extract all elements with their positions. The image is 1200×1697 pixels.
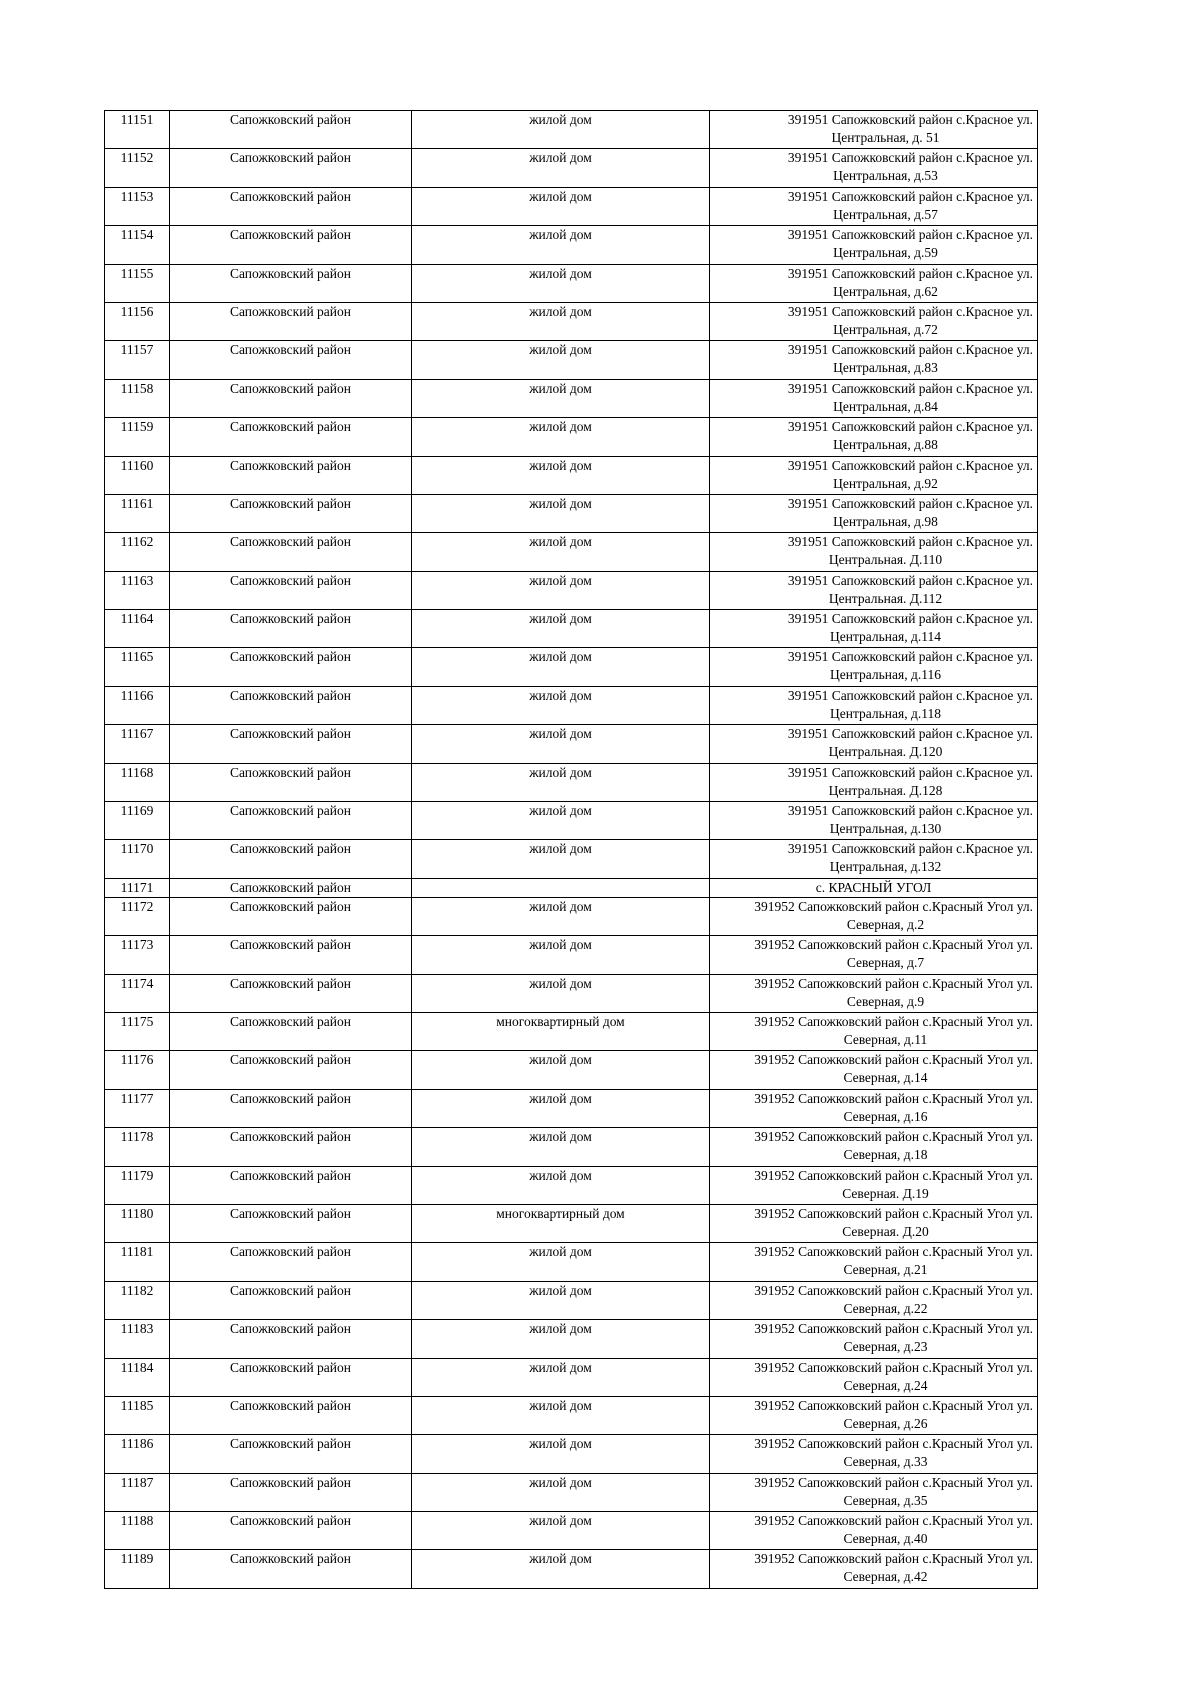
address-cell [710,264,1038,302]
district-cell: Сапожковский район [170,648,412,686]
address-cell [710,686,1038,724]
address-line-1: 391952 Сапожковский район с.Красный Угол ул. [754,1205,1033,1221]
district-cell: Сапожковский район [170,302,412,340]
address-line-1: 391951 Сапожковский район с.Красное ул. [787,188,1033,204]
address-line-1: 391951 Сапожковский район с.Красное ул. [787,303,1033,319]
row-number-cell: 11184 [105,1358,170,1396]
object-type-cell: жилой дом [412,648,710,686]
row-number-cell: 11163 [105,571,170,609]
address-line-1: 391952 Сапожковский район с.Красный Угол ул. [754,1359,1033,1375]
address-line-2: Центральная, д.57 [833,206,938,222]
address-line-1: 391952 Сапожковский район с.Красный Угол ул. [754,1397,1033,1413]
table-row [105,725,1038,763]
address-line-2: Центральная, д.116 [830,667,941,683]
district-cell: Сапожковский район [170,111,412,149]
table-row [105,456,1038,494]
district-cell: Сапожковский район [170,533,412,571]
district-cell: Сапожковский район [170,1166,412,1204]
address-cell [710,897,1038,935]
object-type-cell: жилой дом [412,1435,710,1473]
object-type-cell: жилой дом [412,763,710,801]
table-row [105,341,1038,379]
district-cell: Сапожковский район [170,1012,412,1050]
address-line-2: Центральная, д.130 [829,821,942,837]
row-number-cell: 11151 [105,111,170,149]
row-number-cell: 11174 [105,974,170,1012]
object-type-cell: жилой дом [412,187,710,225]
district-cell: Сапожковский район [170,686,412,724]
address-line-2: Северная, д.33 [843,1454,928,1470]
address-line-2: Центральная, д.132 [829,859,942,875]
address-cell [710,187,1038,225]
address-line-1: 391951 Сапожковский район с.Красное ул. [787,112,1033,127]
address-line-2: Северная, д.26 [843,1415,928,1431]
address-line-1: с. КРАСНЫЙ УГОЛ [815,879,932,895]
object-type-cell: жилой дом [412,226,710,264]
district-cell: Сапожковский район [170,1512,412,1550]
address-cell [710,610,1038,648]
object-type-cell: жилой дом [412,1320,710,1358]
address-line-1: 391952 Сапожковский район с.Красный Угол ул. [754,1244,1033,1260]
address-line-2: Центральная, д.88 [833,437,938,453]
row-number-cell: 11173 [105,936,170,974]
address-cell [710,379,1038,417]
table-row [105,111,1038,149]
row-number-cell: 11165 [105,648,170,686]
row-number-cell: 11160 [105,456,170,494]
address-line-2: Северная, д.2 [846,916,925,932]
object-type-cell: жилой дом [412,897,710,935]
row-number-cell: 11189 [105,1550,170,1588]
row-number-cell: 11158 [105,379,170,417]
address-cell [710,802,1038,840]
address-line-2: Центральная, д.114 [830,629,941,645]
row-number-cell: 11153 [105,187,170,225]
object-type-cell: жилой дом [412,840,710,878]
address-line-1: 391951 Сапожковский район с.Красное ул. [787,687,1033,703]
address-cell [710,936,1038,974]
address-line-2: Северная, д.9 [846,993,925,1009]
address-cell [710,456,1038,494]
object-type-cell: жилой дом [412,1243,710,1281]
table-row [105,1435,1038,1473]
address-line-2: Центральная, д. 51 [831,130,940,145]
address-line-1: 391951 Сапожковский район с.Красное ул. [787,227,1033,243]
address-cell [710,1012,1038,1050]
address-cell [710,226,1038,264]
object-type-cell: жилой дом [412,302,710,340]
row-number-cell: 11181 [105,1243,170,1281]
table-row [105,840,1038,878]
address-cell [710,533,1038,571]
address-line-2: Северная, д.16 [843,1108,928,1124]
district-cell: Сапожковский район [170,571,412,609]
address-line-1: 391951 Сапожковский район с.Красное ул. [787,457,1033,473]
row-number-cell: 11187 [105,1473,170,1511]
table-row [105,379,1038,417]
row-number-cell: 11177 [105,1089,170,1127]
district-cell: Сапожковский район [170,840,412,878]
address-line-2: Северная, д.24 [843,1377,928,1393]
address-line-1: 391951 Сапожковский район с.Красное ул. [787,572,1033,588]
address-cell [710,974,1038,1012]
district-cell: Сапожковский район [170,1320,412,1358]
address-table-body [105,111,1038,1589]
object-type-cell: жилой дом [412,456,710,494]
address-cell [710,418,1038,456]
address-line-1: 391951 Сапожковский район с.Красное ул. [787,150,1033,166]
row-number-cell: 11182 [105,1281,170,1319]
address-line-2: Центральная, д.83 [833,360,938,376]
address-line-1: 391951 Сапожковский район с.Красное ул. [787,495,1033,511]
object-type-cell: жилой дом [412,379,710,417]
address-line-1: 391952 Сапожковский район с.Красный Угол ул. [754,1090,1033,1106]
table-row [105,1166,1038,1204]
address-line-1: 391952 Сапожковский район с.Красный Угол ул. [754,1436,1033,1452]
address-line-2: Северная, д.7 [846,955,925,971]
district-cell: Сапожковский район [170,264,412,302]
table-row [105,264,1038,302]
table-row [105,1473,1038,1511]
district-cell: Сапожковский район [170,1396,412,1434]
object-type-cell: жилой дом [412,1358,710,1396]
table-row [105,302,1038,340]
address-line-1: 391952 Сапожковский район с.Красный Угол ул. [754,1167,1033,1183]
table-row [105,533,1038,571]
district-cell: Сапожковский район [170,878,412,897]
row-number-cell: 11168 [105,763,170,801]
district-cell: Сапожковский район [170,1473,412,1511]
object-type-cell: жилой дом [412,341,710,379]
district-cell: Сапожковский район [170,418,412,456]
address-line-1: 391951 Сапожковский район с.Красное ул. [787,342,1033,358]
table-row [105,226,1038,264]
row-number-cell: 11156 [105,302,170,340]
address-line-2: Северная, д.18 [843,1147,928,1163]
address-cell [710,1166,1038,1204]
table-row [105,1550,1038,1588]
table-row [105,1512,1038,1550]
object-type-cell: жилой дом [412,111,710,149]
address-cell [710,1473,1038,1511]
object-type-cell: жилой дом [412,1396,710,1434]
address-cell [710,1435,1038,1473]
table-row [105,1281,1038,1319]
address-line-2: Центральная, д.118 [830,705,941,721]
object-type-cell: жилой дом [412,1281,710,1319]
address-line-2: Северная, д.40 [843,1531,928,1547]
row-number-cell: 11161 [105,494,170,532]
address-table [104,110,1038,1589]
address-line-2: Центральная, д.98 [833,513,938,529]
table-row [105,648,1038,686]
table-row [105,1320,1038,1358]
row-number-cell: 11179 [105,1166,170,1204]
district-cell: Сапожковский район [170,1281,412,1319]
table-row [105,187,1038,225]
address-line-2: Центральная, д.84 [833,398,938,414]
address-line-2: Центральная. Д.128 [828,782,943,798]
address-line-2: Северная. Д.20 [842,1223,929,1239]
object-type-cell [412,878,710,897]
address-cell [710,1396,1038,1434]
row-number-cell: 11176 [105,1051,170,1089]
object-type-cell: жилой дом [412,936,710,974]
address-cell [710,1128,1038,1166]
row-number-cell: 11170 [105,840,170,878]
address-line-1: 391951 Сапожковский район с.Красное ул. [787,419,1033,435]
row-number-cell: 11166 [105,686,170,724]
address-line-1: 391951 Сапожковский район с.Красное ул. [787,611,1033,627]
district-cell: Сапожковский район [170,763,412,801]
row-number-cell: 11183 [105,1320,170,1358]
address-line-1: 391952 Сапожковский район с.Красный Угол ул. [754,1013,1033,1029]
address-line-1: 391951 Сапожковский район с.Красное ул. [787,726,1033,742]
table-row [105,494,1038,532]
row-number-cell: 11162 [105,533,170,571]
object-type-cell: жилой дом [412,725,710,763]
address-line-2: Центральная. Д.120 [828,744,943,760]
address-line-1: 391952 Сапожковский район с.Красный Угол ул. [754,975,1033,991]
address-line-1: 391952 Сапожковский район с.Красный Угол ул. [754,1321,1033,1337]
object-type-cell: жилой дом [412,418,710,456]
address-line-1: 391952 Сапожковский район с.Красный Угол ул. [754,937,1033,953]
district-cell: Сапожковский район [170,187,412,225]
object-type-cell: жилой дом [412,1128,710,1166]
address-line-1: 391951 Сапожковский район с.Красное ул. [787,649,1033,665]
address-cell [710,111,1038,149]
address-line-2: Северная, д.21 [843,1262,928,1278]
address-cell [710,763,1038,801]
district-cell: Сапожковский район [170,1435,412,1473]
district-cell: Сапожковский район [170,456,412,494]
row-number-cell: 11157 [105,341,170,379]
table-row [105,610,1038,648]
district-cell: Сапожковский район [170,1358,412,1396]
row-number-cell: 11167 [105,725,170,763]
address-cell [710,341,1038,379]
table-row [105,571,1038,609]
table-row [105,686,1038,724]
object-type-cell: жилой дом [412,686,710,724]
address-line-2: Северная, д.35 [843,1492,928,1508]
object-type-cell: жилой дом [412,533,710,571]
object-type-cell: жилой дом [412,1473,710,1511]
object-type-cell: многоквартирный дом [412,1204,710,1242]
district-cell: Сапожковский район [170,494,412,532]
row-number-cell: 11180 [105,1204,170,1242]
table-row [105,878,1038,897]
address-cell [710,725,1038,763]
table-row [105,149,1038,187]
row-number-cell: 11152 [105,149,170,187]
address-line-1: 391951 Сапожковский район с.Красное ул. [787,803,1033,819]
district-cell: Сапожковский район [170,1089,412,1127]
table-row [105,1358,1038,1396]
object-type-cell: жилой дом [412,1089,710,1127]
object-type-cell: жилой дом [412,610,710,648]
object-type-cell: жилой дом [412,1166,710,1204]
district-cell: Сапожковский район [170,936,412,974]
address-line-2: Северная, д.22 [843,1300,928,1316]
row-number-cell: 11172 [105,897,170,935]
address-line-1: 391952 Сапожковский район с.Красный Угол ул. [754,898,1033,914]
address-line-2: Центральная. Д.112 [828,590,943,606]
table-row [105,1243,1038,1281]
district-cell: Сапожковский район [170,1550,412,1588]
row-number-cell: 11155 [105,264,170,302]
district-cell: Сапожковский район [170,226,412,264]
district-cell: Сапожковский район [170,974,412,1012]
address-cell [710,1051,1038,1089]
address-line-2: Центральная, д.59 [833,245,938,261]
row-number-cell: 11178 [105,1128,170,1166]
address-cell [710,1358,1038,1396]
row-number-cell: 11188 [105,1512,170,1550]
address-line-1: 391951 Сапожковский район с.Красное ул. [787,764,1033,780]
address-cell [710,1281,1038,1319]
row-number-cell: 11171 [105,878,170,897]
district-cell: Сапожковский район [170,149,412,187]
row-number-cell: 11154 [105,226,170,264]
address-cell [710,1089,1038,1127]
address-cell [710,1320,1038,1358]
address-line-2: Северная, д.23 [843,1339,928,1355]
address-line-1: 391952 Сапожковский район с.Красный Угол ул. [754,1513,1033,1529]
address-cell [710,494,1038,532]
table-row [105,1012,1038,1050]
district-cell: Сапожковский район [170,379,412,417]
address-line-1: 391952 Сапожковский район с.Красный Угол ул. [754,1282,1033,1298]
district-cell: Сапожковский район [170,802,412,840]
row-number-cell: 11159 [105,418,170,456]
object-type-cell: жилой дом [412,494,710,532]
address-line-1: 391951 Сапожковский район с.Красное ул. [787,380,1033,396]
table-row [105,897,1038,935]
table-row [105,974,1038,1012]
district-cell: Сапожковский район [170,1204,412,1242]
table-row [105,1089,1038,1127]
address-line-1: 391952 Сапожковский район с.Красный Угол ул. [754,1052,1033,1068]
object-type-cell: жилой дом [412,1512,710,1550]
address-cell [710,1512,1038,1550]
address-line-2: Центральная, д.72 [833,321,938,337]
object-type-cell: многоквартирный дом [412,1012,710,1050]
row-number-cell: 11185 [105,1396,170,1434]
district-cell: Сапожковский район [170,1051,412,1089]
district-cell: Сапожковский район [170,897,412,935]
address-cell [710,1243,1038,1281]
address-line-1: 391951 Сапожковский район с.Красное ул. [787,534,1033,550]
address-cell [710,648,1038,686]
address-line-1: 391952 Сапожковский район с.Красный Угол ул. [754,1474,1033,1490]
address-line-2: Центральная, д.92 [833,475,938,491]
address-line-2: Северная. Д.19 [842,1185,929,1201]
object-type-cell: жилой дом [412,149,710,187]
address-line-1: 391951 Сапожковский район с.Красное ул. [787,841,1033,857]
object-type-cell: жилой дом [412,264,710,302]
address-line-1: 391952 Сапожковский район с.Красный Угол ул. [754,1551,1033,1567]
object-type-cell: жилой дом [412,974,710,1012]
address-line-2: Северная, д.11 [843,1031,928,1047]
object-type-cell: жилой дом [412,802,710,840]
row-number-cell: 11186 [105,1435,170,1473]
district-cell: Сапожковский район [170,1128,412,1166]
row-number-cell: 11175 [105,1012,170,1050]
table-row [105,1128,1038,1166]
row-number-cell: 11169 [105,802,170,840]
address-cell [710,878,1038,897]
address-line-2: Северная, д.14 [843,1070,928,1086]
district-cell: Сапожковский район [170,341,412,379]
district-cell: Сапожковский район [170,610,412,648]
object-type-cell: жилой дом [412,1550,710,1588]
address-line-1: 391952 Сапожковский район с.Красный Угол ул. [754,1129,1033,1145]
address-cell [710,571,1038,609]
row-number-cell: 11164 [105,610,170,648]
object-type-cell: жилой дом [412,571,710,609]
address-cell [710,302,1038,340]
object-type-cell: жилой дом [412,1051,710,1089]
table-row [105,936,1038,974]
table-row [105,1396,1038,1434]
address-cell [710,149,1038,187]
table-row [105,802,1038,840]
district-cell: Сапожковский район [170,725,412,763]
address-cell [710,1550,1038,1588]
district-cell: Сапожковский район [170,1243,412,1281]
address-cell [710,840,1038,878]
address-line-2: Северная, д.42 [843,1569,928,1585]
table-row [105,763,1038,801]
address-line-1: 391951 Сапожковский район с.Красное ул. [787,265,1033,281]
address-line-2: Центральная, д.53 [833,168,938,184]
table-row [105,1204,1038,1242]
table-row [105,1051,1038,1089]
address-cell [710,1204,1038,1242]
address-line-2: Центральная, д.62 [833,283,938,299]
address-line-2: Центральная. Д.110 [828,552,943,568]
table-row [105,418,1038,456]
